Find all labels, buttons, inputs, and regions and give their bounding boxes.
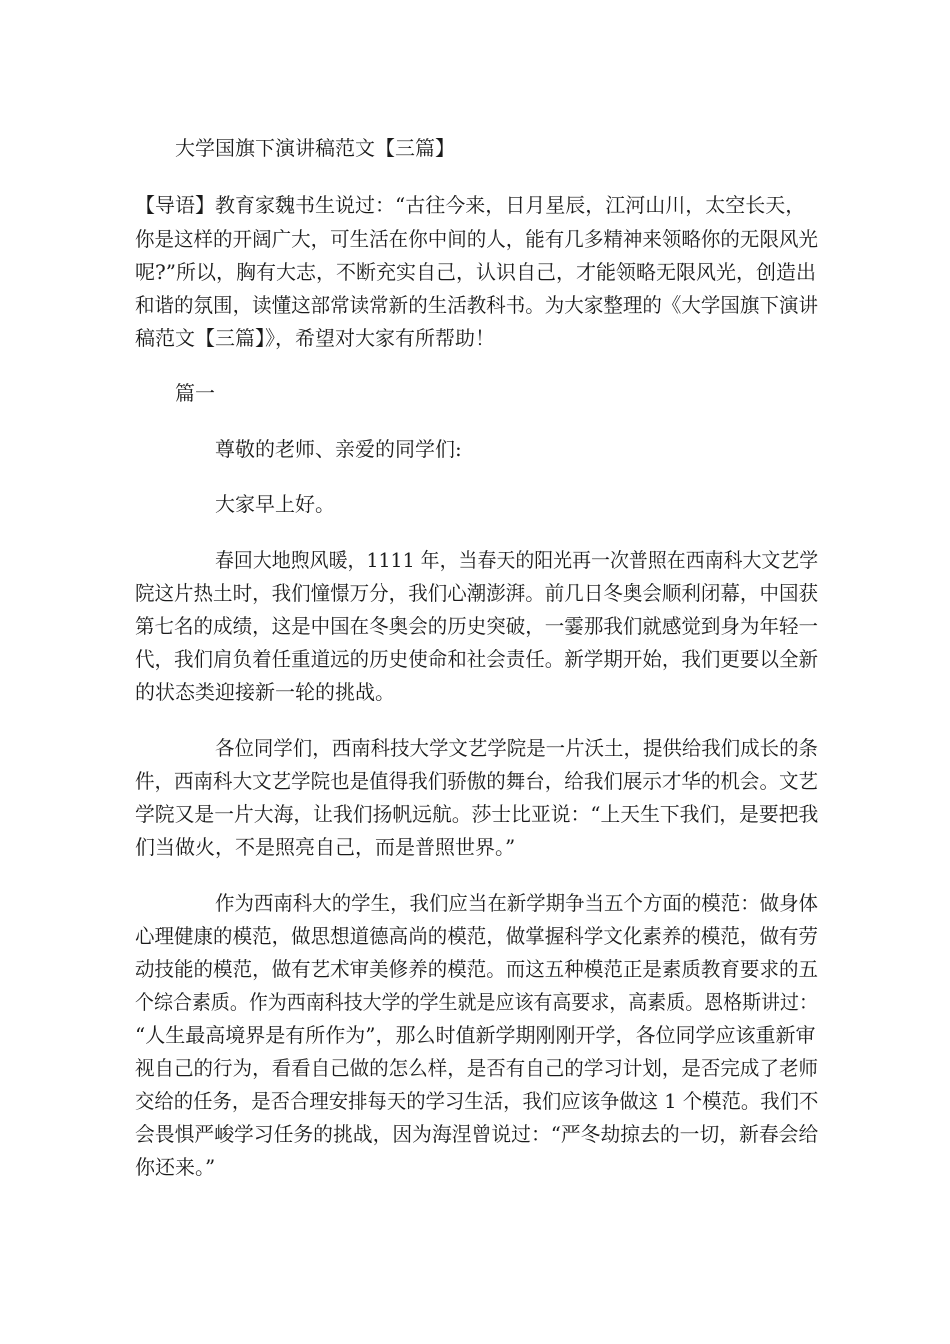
intro-line: 【导语】教育家魏书生说过：“古往今来，日月星辰，江河山川，太空长天，	[135, 193, 806, 217]
paragraph-line: 视自己的行为，看看自己做的怎么样，是否有自己的学习计划，是否完成了老师	[135, 1056, 818, 1080]
paragraph-line: 会畏惧严峻学习任务的挑战，因为海涅曾说过：“严冬劫掠去的一切，新春会给	[135, 1122, 819, 1146]
intro-line: 和谐的氛围，读懂这部常读常新的生活教科书。为大家整理的《大学国旗下演讲	[135, 293, 818, 317]
paragraph-line: 个综合素质。作为西南科技大学的学生就是应该有高要求，高素质。恩格斯讲过：	[135, 990, 818, 1014]
salutation: 尊敬的老师、亲爱的同学们:	[215, 437, 462, 461]
intro-line: 呢?”所以，胸有大志，不断充实自己，认识自己，才能领略无限风光，创造出	[135, 260, 816, 284]
paragraph-line: 代，我们肩负着任重道远的历史使命和社会责任。新学期开始，我们更要以全新	[135, 647, 818, 671]
document-title: 大学国旗下演讲稿范文【三篇】	[175, 136, 455, 160]
paragraph-line: 作为西南科大的学生，我们应当在新学期争当五个方面的模范：做身体	[215, 891, 819, 915]
intro-line: 稿范文【三篇】》，希望对大家有所帮助！	[135, 326, 495, 350]
paragraph-line: 的状态类迎接新一轮的挑战。	[135, 680, 395, 704]
intro-line: 你是这样的开阔广大，可生活在你中间的人，能有几多精神来领略你的无限风光	[135, 227, 818, 251]
paragraph-line: 交给的任务，是否合理安排每天的学习生活，我们应该争做这 1 个模范。我们不	[135, 1089, 819, 1113]
paragraph-line: 春回大地煦风暖，1111 年，当春天的阳光再一次普照在西南科大文艺学	[215, 548, 819, 572]
paragraph-line: 第七名的成绩，这是中国在冬奥会的历史突破，一霎那我们就感觉到身为年轻一	[135, 614, 818, 638]
paragraph-line: 们当做火，不是照亮自己，而是普照世界。”	[135, 835, 516, 859]
paragraph-line: 你还来。”	[135, 1155, 216, 1179]
paragraph-line: 动技能的模范，做有艺术审美修养的模范。而这五种模范正是素质教育要求的五	[135, 957, 818, 981]
greeting: 大家早上好。	[215, 492, 335, 516]
paragraph-line: 心理健康的模范，做思想道德高尚的模范，做掌握科学文化素养的模范，做有劳	[135, 924, 818, 948]
section-heading: 篇一	[175, 381, 215, 405]
paragraph-line: 各位同学们，西南科技大学文艺学院是一片沃土，提供给我们成长的条	[215, 736, 819, 760]
paragraph-line: 院这片热土时，我们憧憬万分，我们心潮澎湃。前几日冬奥会顺利闭幕，中国获	[135, 581, 818, 605]
paragraph-line: 学院又是一片大海，让我们扬帆远航。莎士比亚说：“上天生下我们，是要把我	[135, 802, 819, 826]
paragraph-line: “人生最高境界是有所作为”，那么时值新学期刚刚开学，各位同学应该重新审	[135, 1023, 816, 1047]
paragraph-line: 件，西南科大文艺学院也是值得我们骄傲的舞台，给我们展示才华的机会。文艺	[135, 769, 818, 793]
